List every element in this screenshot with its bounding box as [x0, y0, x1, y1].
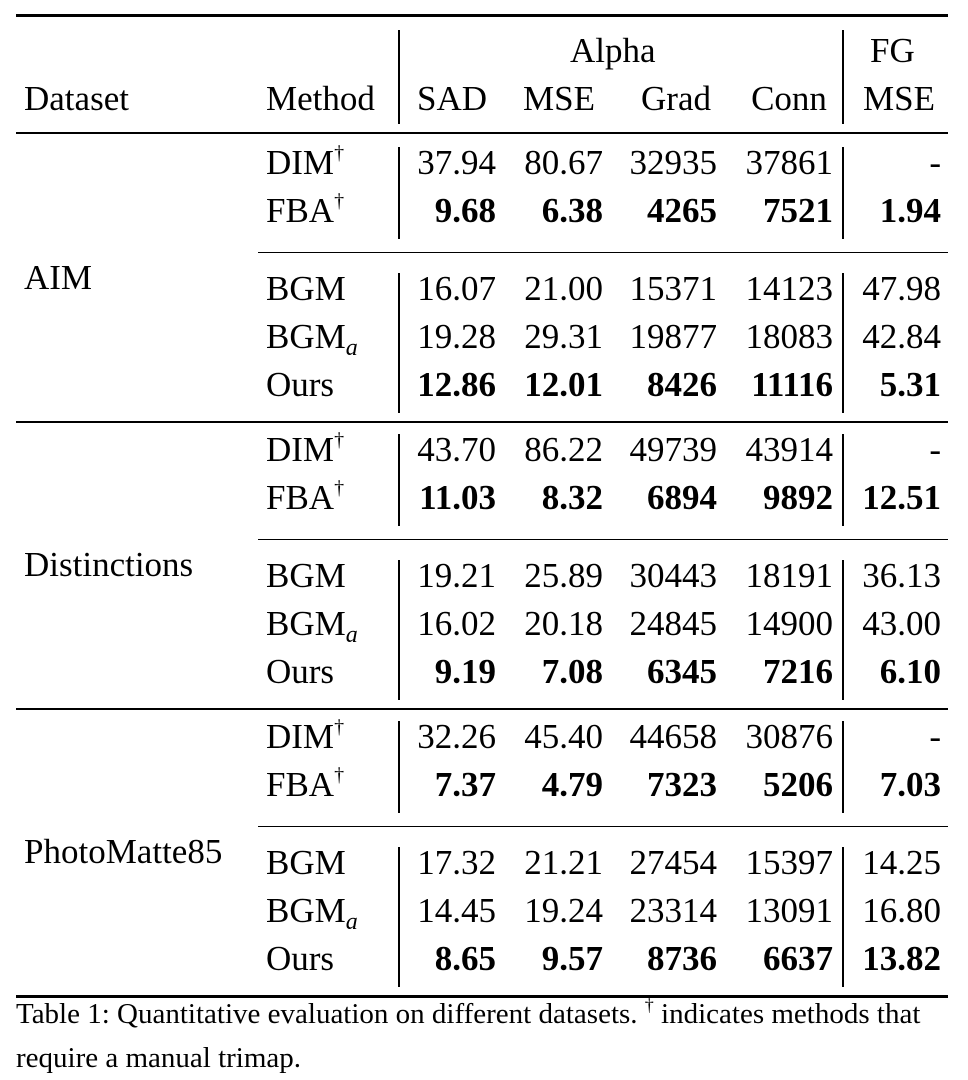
fg-mse-value: 1.94: [879, 191, 941, 230]
alpha-mse-header: MSE: [523, 79, 595, 118]
fg-mse-value: 16.80: [862, 891, 941, 930]
fg-mse-value: 7.03: [879, 765, 941, 804]
conn-value: 15397: [745, 843, 833, 882]
dataset-rule: [16, 421, 948, 423]
conn-header: Conn: [751, 79, 827, 118]
method-cell: [266, 365, 334, 405]
grad-value: 6345: [647, 652, 717, 691]
mse-value: 20.18: [524, 604, 603, 643]
mse-value: 25.89: [524, 556, 603, 595]
mse-value: 6.38: [541, 191, 603, 230]
grad-value: 30443: [629, 556, 717, 595]
dataset-rule: [16, 708, 948, 710]
method-subscript: a: [345, 335, 358, 361]
mse-value: 8.32: [541, 478, 603, 517]
grad-value: 8426: [647, 365, 717, 404]
method-name: FBA: [266, 765, 335, 804]
fg-mse-value: 5.31: [879, 365, 941, 404]
dataset-name: Distinctions: [24, 545, 194, 584]
method-name: FBA: [266, 191, 335, 230]
conn-value: 18083: [745, 317, 833, 356]
conn-value: 11116: [751, 365, 833, 404]
method-name: BGM: [266, 843, 346, 882]
method-cell: [266, 317, 358, 361]
method-name: Ours: [266, 939, 335, 978]
caption-dagger: †: [644, 995, 654, 1015]
conn-value: 9892: [763, 478, 833, 517]
sad-header: SAD: [416, 79, 488, 118]
sad-value: 19.21: [417, 556, 496, 595]
conn-value: 18191: [745, 556, 833, 595]
group-separator-right: [842, 434, 844, 526]
group-rule: [258, 252, 948, 253]
grad-value: 23314: [629, 891, 717, 930]
fg-mse-value: 12.51: [862, 478, 941, 517]
mse-value: 19.24: [524, 891, 603, 930]
method-subscript: a: [345, 622, 358, 648]
dagger-mark: †: [334, 716, 345, 738]
method-name: DIM: [266, 143, 335, 182]
method-cell: [266, 478, 344, 518]
sad-value: 8.65: [434, 939, 496, 978]
dataset-name: PhotoMatte85: [24, 832, 223, 871]
method-cell: [266, 143, 344, 183]
dagger-mark: †: [334, 142, 345, 164]
group-separator-left: [398, 721, 400, 813]
conn-value: 37861: [745, 143, 833, 182]
sad-value: 19.28: [417, 317, 496, 356]
grad-header: Grad: [641, 79, 711, 118]
method-header: Method: [266, 79, 375, 118]
conn-value: 7521: [763, 191, 833, 230]
header-separator-right: [842, 30, 844, 124]
group-separator-right: [842, 560, 844, 700]
alpha-group-header: Alpha: [570, 31, 656, 70]
sad-value: 12.86: [417, 365, 496, 404]
method-name: BGM: [266, 269, 346, 308]
fg-mse-value: 42.84: [862, 317, 941, 356]
method-name: BGM: [266, 604, 346, 643]
method-cell: [266, 891, 358, 935]
fg-mse-value: -: [929, 717, 941, 756]
method-cell: [266, 652, 334, 692]
group-rule: [258, 826, 948, 827]
grad-value: 19877: [629, 317, 717, 356]
mse-value: 7.08: [541, 652, 603, 691]
grad-value: 6894: [647, 478, 717, 517]
dagger-mark: †: [334, 477, 345, 499]
dagger-mark: †: [334, 190, 345, 212]
mse-value: 21.21: [524, 843, 603, 882]
group-separator-right: [842, 147, 844, 239]
mse-value: 12.01: [524, 365, 603, 404]
sad-value: 43.70: [417, 430, 496, 469]
grad-value: 32935: [629, 143, 717, 182]
conn-value: 6637: [763, 939, 833, 978]
method-name: FBA: [266, 478, 335, 517]
group-separator-right: [842, 721, 844, 813]
dagger-mark: †: [334, 429, 345, 451]
fg-mse-value: 6.10: [879, 652, 941, 691]
sad-value: 32.26: [417, 717, 496, 756]
method-cell: [266, 939, 334, 979]
method-cell: [266, 717, 344, 757]
sad-value: 17.32: [417, 843, 496, 882]
fg-mse-value: 13.82: [862, 939, 941, 978]
mse-value: 4.79: [541, 765, 603, 804]
group-separator-left: [398, 560, 400, 700]
grad-value: 8736: [647, 939, 717, 978]
mse-value: 80.67: [524, 143, 603, 182]
conn-value: 13091: [745, 891, 833, 930]
method-name: Ours: [266, 652, 335, 691]
sad-value: 16.07: [417, 269, 496, 308]
fg-mse-value: 43.00: [862, 604, 941, 643]
fg-mse-value: 47.98: [862, 269, 941, 308]
group-separator-left: [398, 273, 400, 413]
method-cell: [266, 430, 344, 470]
fg-group-header: FG: [870, 31, 915, 70]
fg-mse-value: -: [929, 430, 941, 469]
method-cell: [266, 191, 344, 231]
sad-value: 37.94: [417, 143, 496, 182]
grad-value: 15371: [629, 269, 717, 308]
header-rule: [16, 132, 948, 134]
method-name: DIM: [266, 430, 335, 469]
sad-value: 9.19: [434, 652, 496, 691]
dataset-header: Dataset: [24, 79, 129, 118]
fg-mse-value: 14.25: [862, 843, 941, 882]
dagger-mark: †: [334, 764, 345, 786]
sad-value: 9.68: [434, 191, 496, 230]
conn-value: 5206: [763, 765, 833, 804]
mse-value: 9.57: [541, 939, 603, 978]
header-separator-left: [398, 30, 400, 124]
sad-value: 14.45: [417, 891, 496, 930]
sad-value: 7.37: [434, 765, 496, 804]
conn-value: 30876: [745, 717, 833, 756]
dataset-name: AIM: [24, 258, 93, 297]
grad-value: 27454: [629, 843, 717, 882]
method-cell: [266, 556, 346, 596]
method-cell: [266, 604, 358, 648]
top-rule: [16, 14, 948, 17]
method-cell: [266, 843, 346, 883]
fg-mse-value: 36.13: [862, 556, 941, 595]
grad-value: 7323: [647, 765, 717, 804]
mse-value: 86.22: [524, 430, 603, 469]
conn-value: 14900: [745, 604, 833, 643]
group-separator-right: [842, 273, 844, 413]
group-separator-left: [398, 434, 400, 526]
caption-part1: Table 1: Quantitative evaluation on different datasets.: [16, 998, 638, 1030]
sad-value: 16.02: [417, 604, 496, 643]
grad-value: 24845: [629, 604, 717, 643]
group-separator-left: [398, 847, 400, 987]
table-caption: [16, 992, 961, 1080]
grad-value: 4265: [647, 191, 717, 230]
method-cell: [266, 765, 344, 805]
method-name: DIM: [266, 717, 335, 756]
fg-mse-value: -: [929, 143, 941, 182]
method-name: BGM: [266, 317, 346, 356]
conn-value: 14123: [745, 269, 833, 308]
group-separator-left: [398, 147, 400, 239]
grad-value: 49739: [629, 430, 717, 469]
caption-part2: indicates methods that require a manual trimap.: [16, 998, 921, 1074]
mse-value: 29.31: [524, 317, 603, 356]
method-name: Ours: [266, 365, 335, 404]
mse-value: 21.00: [524, 269, 603, 308]
fg-mse-header: MSE: [863, 79, 935, 118]
method-name: BGM: [266, 556, 346, 595]
group-rule: [258, 539, 948, 540]
group-separator-right: [842, 847, 844, 987]
conn-value: 43914: [745, 430, 833, 469]
conn-value: 7216: [763, 652, 833, 691]
sad-value: 11.03: [419, 478, 496, 517]
method-subscript: a: [345, 909, 358, 935]
method-name: BGM: [266, 891, 346, 930]
mse-value: 45.40: [524, 717, 603, 756]
grad-value: 44658: [629, 717, 717, 756]
method-cell: [266, 269, 346, 309]
